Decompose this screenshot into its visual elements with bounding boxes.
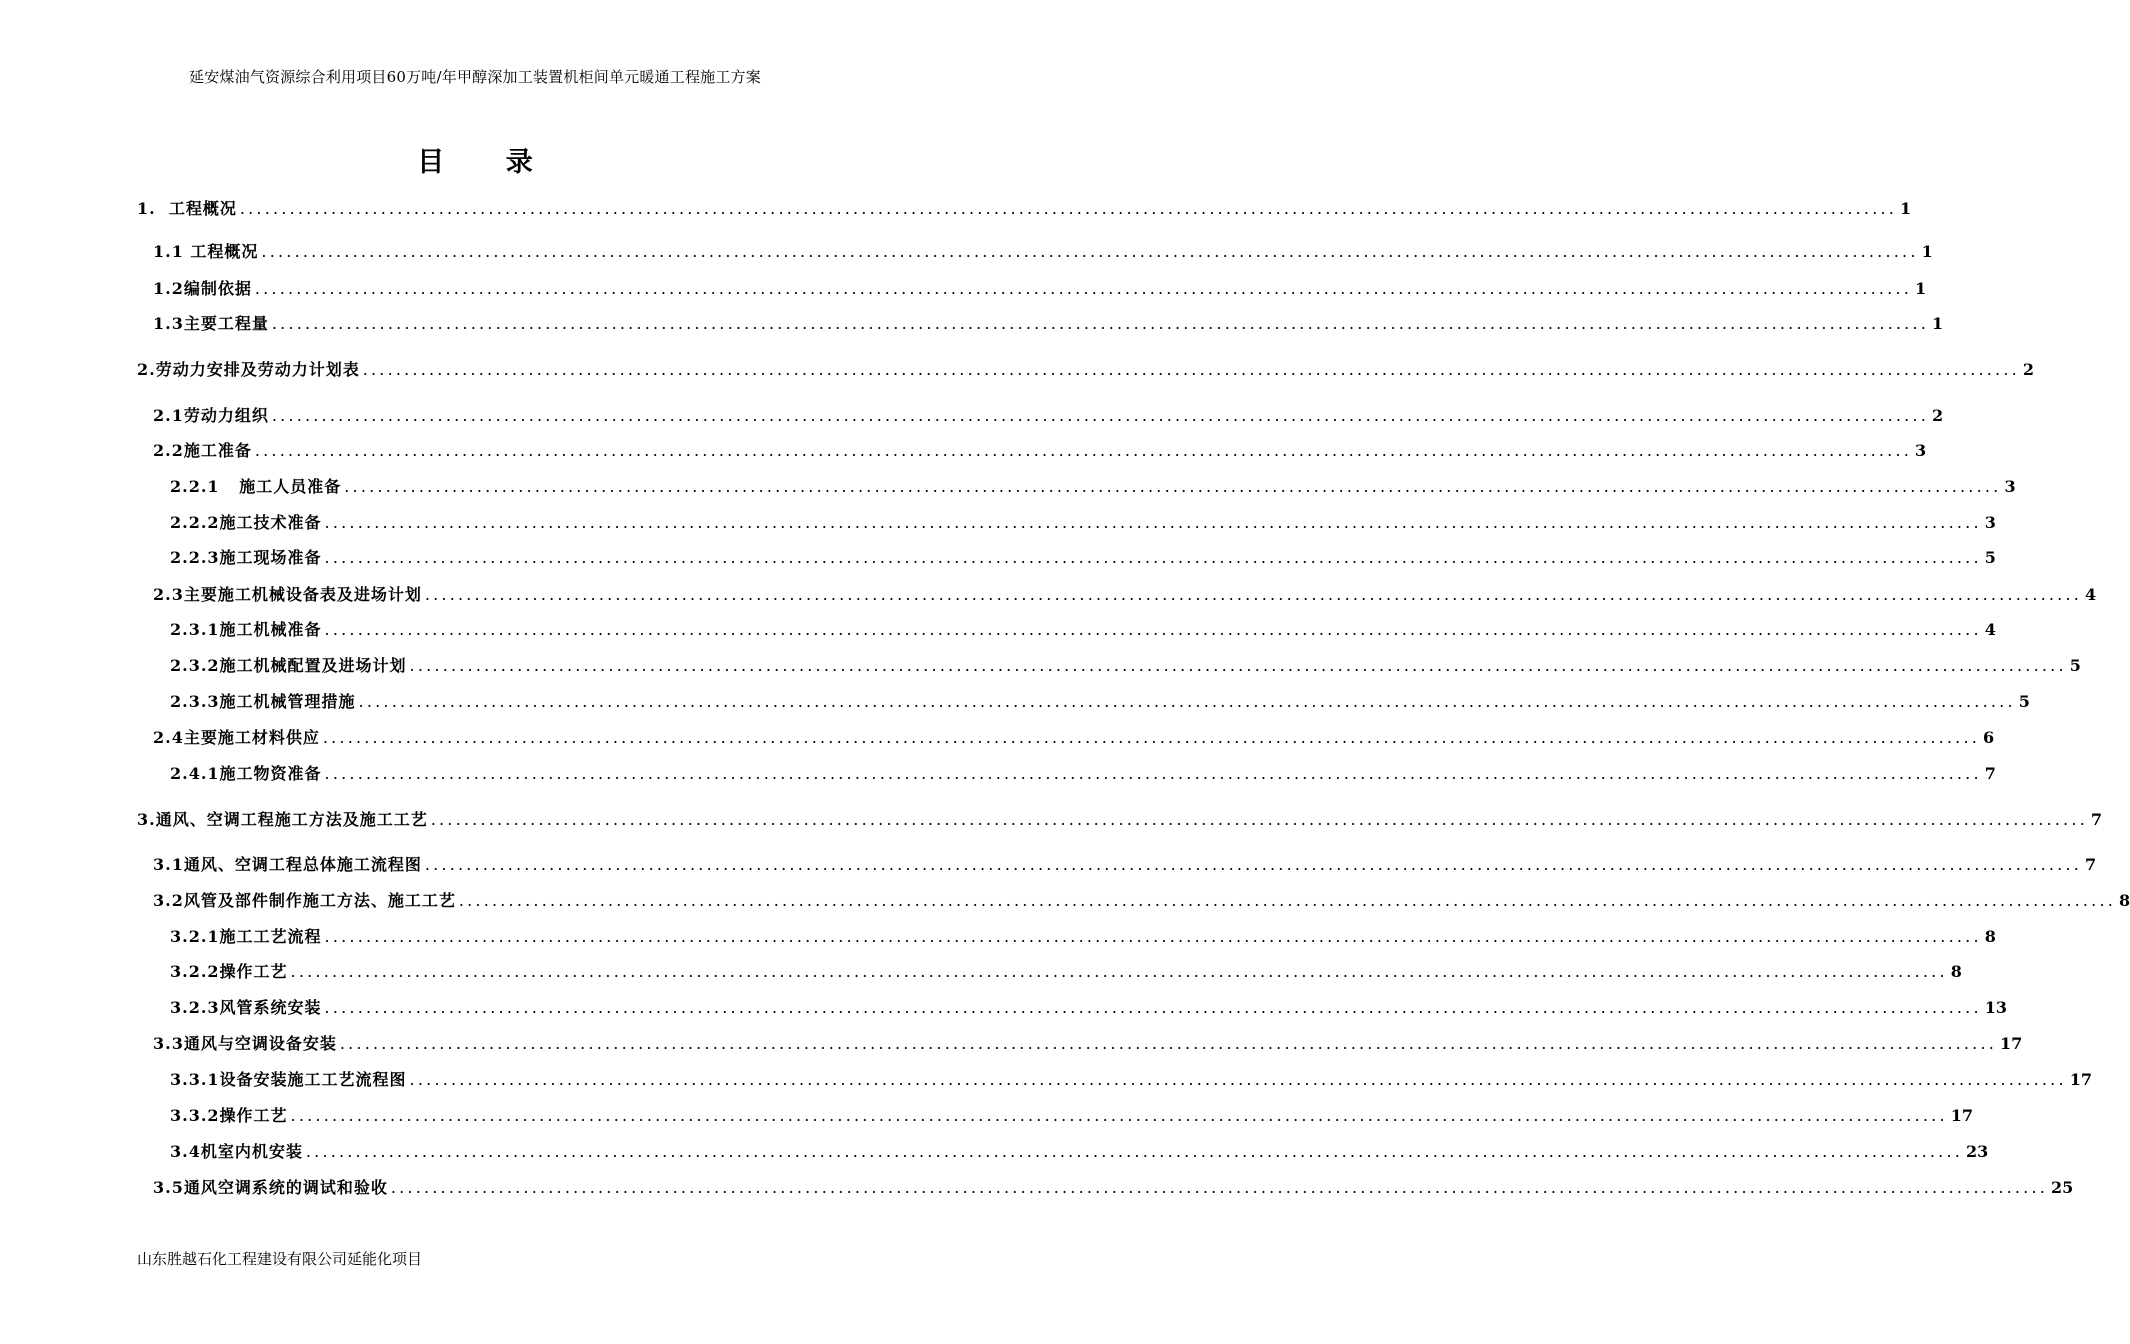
toc-entry-label: 2.劳动力安排及劳动力计划表: [137, 360, 360, 379]
toc-entry-label: 3.1通风、空调工程总体施工流程图: [153, 855, 422, 874]
toc-entry-page: 1: [1921, 242, 1933, 261]
toc-entry-label: 3.3通风与空调设备安装: [153, 1034, 337, 1053]
toc-entry-label: 2.3主要施工机械设备表及进场计划: [153, 585, 422, 604]
toc-entry-label: 3.3.1设备安装施工工艺流程图: [170, 1070, 407, 1089]
toc-entry-label: 2.3.1施工机械准备: [170, 620, 322, 639]
toc-leader-dots: ........................................................................................................................................................................................................: [358, 692, 2016, 711]
toc-entry[interactable]: [170, 996, 2007, 1020]
toc-entry[interactable]: [170, 925, 1996, 949]
toc-entry[interactable]: [153, 583, 2097, 607]
toc-entry[interactable]: [153, 277, 1927, 301]
toc-entry[interactable]: [170, 1140, 1989, 1164]
toc-entry-label: 2.3.3施工机械管理措施: [170, 692, 356, 711]
toc-title: 目 录: [417, 147, 559, 178]
toc-entry-label: 3.5通风空调系统的调试和验收: [153, 1178, 388, 1197]
toc-leader-dots: ........................................................................................................................................................................................................: [390, 1178, 2049, 1197]
toc-entry[interactable]: [153, 1032, 2023, 1056]
toc-entry-page: 17: [2000, 1034, 2023, 1053]
toc-entry-page: 7: [1984, 764, 1996, 783]
toc-entry[interactable]: [170, 654, 2081, 678]
toc-leader-dots: ........................................................................................................................................................................................................: [261, 242, 1919, 261]
toc-entry-label: 3.3.2操作工艺: [170, 1106, 288, 1125]
toc-entry-page: 17: [2069, 1070, 2092, 1089]
toc-entry-page: 1: [1900, 199, 1912, 218]
toc-entry-page: 7: [2090, 810, 2103, 829]
toc-entry-page: 2: [2022, 360, 2035, 379]
toc-entry[interactable]: [170, 1068, 2092, 1092]
toc-entry-page: 3: [1915, 441, 1927, 460]
toc-entry-page: 2: [1932, 406, 1944, 425]
toc-entry-page: 13: [1984, 998, 2007, 1017]
toc-leader-dots: ........................................................................................................................................................................................................: [271, 314, 1930, 333]
toc-entry-page: 8: [2119, 891, 2130, 910]
toc-entry-label: 3.通风、空调工程施工方法及施工工艺: [137, 810, 428, 829]
toc-leader-dots: ........................................................................................................................................................................................................: [290, 962, 1948, 981]
toc-leader-dots: ........................................................................................................................................................................................................: [324, 548, 1982, 567]
toc-entry-page: 7: [2085, 855, 2097, 874]
toc-entry[interactable]: [170, 618, 1996, 642]
toc-entry-page: 3: [2004, 477, 2016, 496]
toc-entry[interactable]: [153, 853, 2097, 877]
toc-entry[interactable]: [170, 960, 1962, 984]
toc-entry-label: 2.4主要施工材料供应: [153, 728, 320, 747]
toc-entry-label: 1.1 工程概况: [153, 242, 259, 261]
toc-entry-label: 2.2.2施工技术准备: [170, 513, 322, 532]
toc-leader-dots: ........................................................................................................................................................................................................: [324, 620, 1982, 639]
toc-entry[interactable]: [137, 358, 2035, 382]
toc-entry[interactable]: [153, 312, 1944, 336]
toc-entry[interactable]: [170, 511, 1996, 535]
toc-leader-dots: ........................................................................................................................................................................................................: [344, 477, 2002, 496]
toc-entry-page: 23: [1966, 1142, 1989, 1161]
toc-entry-page: 8: [1950, 962, 1962, 981]
toc-leader-dots: ........................................................................................................................................................................................................: [254, 279, 1913, 298]
toc-entry[interactable]: [153, 726, 1995, 750]
toc-leader-dots: ........................................................................................................................................................................................................: [339, 1034, 1998, 1053]
toc-entry-page: 1: [1932, 314, 1944, 333]
toc-entry-page: 4: [1984, 620, 1996, 639]
toc-entry-page: 5: [2069, 656, 2081, 675]
toc-leader-dots: ........................................................................................................................................................................................................: [409, 1070, 2067, 1089]
toc-leader-dots: ........................................................................................................................................................................................................: [458, 891, 2117, 910]
toc-leader-dots: ........................................................................................................................................................................................................: [305, 1142, 1964, 1161]
toc-leader-dots: ........................................................................................................................................................................................................: [324, 764, 1982, 783]
toc-entry[interactable]: [170, 475, 2016, 499]
page-footer: 山东胜越石化工程建设有限公司延能化项目: [137, 1250, 423, 1268]
toc-entry-label: 1.3主要工程量: [153, 314, 269, 333]
toc-entry-page: 4: [2085, 585, 2097, 604]
toc-entry[interactable]: [153, 889, 2130, 913]
toc-entry-label: 2.3.2施工机械配置及进场计划: [170, 656, 407, 675]
toc-entry[interactable]: [170, 1104, 1973, 1128]
toc-entry-label: 3.2.1施工工艺流程: [170, 927, 322, 946]
toc-entry-page: 5: [1984, 548, 1996, 567]
toc-leader-dots: ........................................................................................................................................................................................................: [430, 810, 2088, 829]
toc-leader-dots: ........................................................................................................................................................................................................: [424, 855, 2083, 874]
toc-entry-page: 5: [2018, 692, 2030, 711]
toc-entry-page: 1: [1915, 279, 1927, 298]
toc-entry-label: 3.4机室内机安装: [170, 1142, 303, 1161]
toc-entry-page: 17: [1950, 1106, 1973, 1125]
toc-entry-label: 1.2编制依据: [153, 279, 252, 298]
toc-entry-label: 3.2风管及部件制作施工方法、施工工艺: [153, 891, 456, 910]
toc-entry-label: 2.2施工准备: [153, 441, 252, 460]
toc-leader-dots: ........................................................................................................................................................................................................: [324, 998, 1982, 1017]
toc-entry-label: 3.2.2操作工艺: [170, 962, 288, 981]
toc-leader-dots: ........................................................................................................................................................................................................: [362, 360, 2020, 379]
toc-leader-dots: ........................................................................................................................................................................................................: [254, 441, 1913, 460]
toc-entry-page: 8: [1984, 927, 1996, 946]
toc-entry[interactable]: [170, 546, 1996, 570]
toc-entry[interactable]: [170, 762, 1996, 786]
toc-leader-dots: ........................................................................................................................................................................................................: [424, 585, 2083, 604]
toc-leader-dots: ........................................................................................................................................................................................................: [290, 1106, 1948, 1125]
toc-leader-dots: ........................................................................................................................................................................................................: [322, 728, 1981, 747]
toc-entry-page: 6: [1983, 728, 1995, 747]
toc-leader-dots: ........................................................................................................................................................................................................: [239, 199, 1898, 218]
toc-entry-page: 3: [1984, 513, 1996, 532]
toc-entry[interactable]: [153, 439, 1927, 463]
toc-entry[interactable]: [153, 1176, 2074, 1200]
toc-entry-label: 3.2.3风管系统安装: [170, 998, 322, 1017]
toc-entry[interactable]: [153, 240, 1933, 264]
page-header: 延安煤油气资源综合利用项目60万吨/年甲醇深加工装置机柜间单元暖通工程施工方案: [189, 68, 761, 86]
toc-entry[interactable]: [170, 690, 2030, 714]
toc-entry[interactable]: [137, 197, 1912, 221]
toc-entry-page: 25: [2051, 1178, 2074, 1197]
toc-leader-dots: ........................................................................................................................................................................................................: [324, 927, 1982, 946]
toc-entry-label: 2.4.1施工物资准备: [170, 764, 322, 783]
toc-entry[interactable]: [153, 404, 1944, 428]
toc-entry[interactable]: [137, 808, 2103, 832]
toc-leader-dots: ........................................................................................................................................................................................................: [409, 656, 2067, 675]
toc-entry-label: 2.2.3施工现场准备: [170, 548, 322, 567]
toc-entry-label: 1. 工程概况: [137, 199, 237, 218]
toc-leader-dots: ........................................................................................................................................................................................................: [271, 406, 1930, 425]
toc-leader-dots: ........................................................................................................................................................................................................: [324, 513, 1982, 532]
toc-entry-label: 2.1劳动力组织: [153, 406, 269, 425]
toc-entry-label: 2.2.1 施工人员准备: [170, 477, 342, 496]
